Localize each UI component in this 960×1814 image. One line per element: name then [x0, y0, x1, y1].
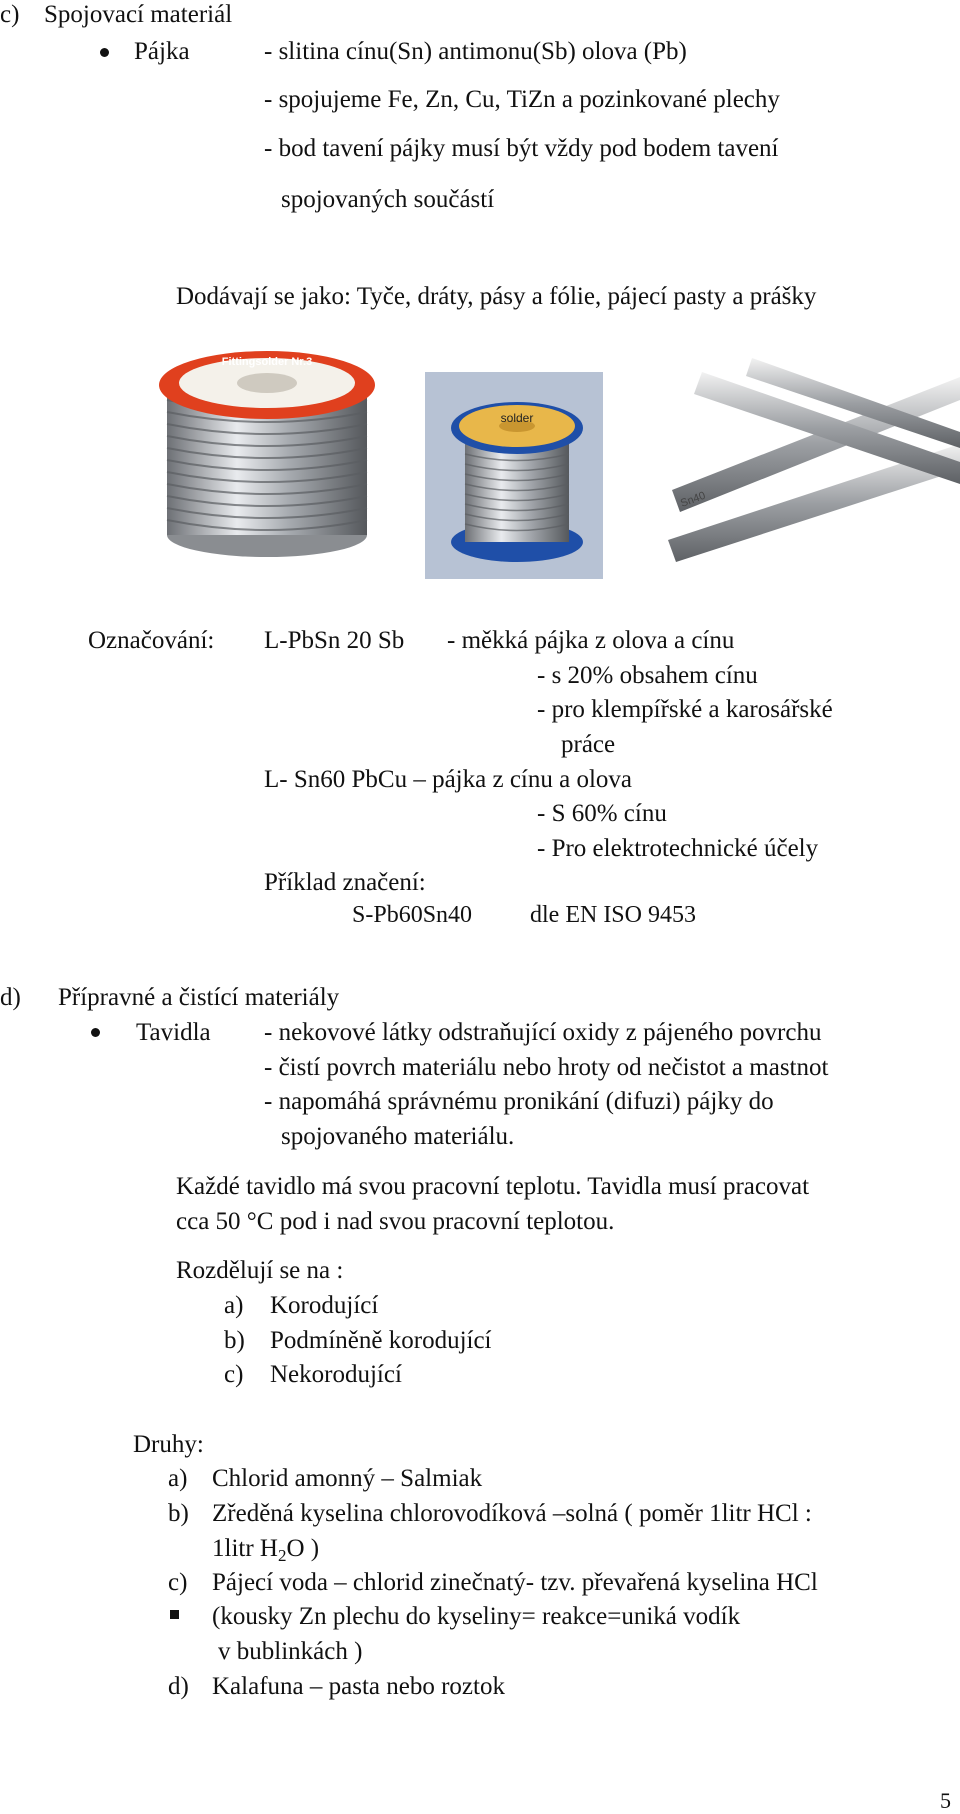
list-item: Kalafuna – pasta nebo roztok: [212, 1673, 505, 1700]
types-title: Druhy:: [133, 1431, 204, 1458]
tavidla-line: - napomáhá správnému pronikání (difuzi) pájky do: [264, 1088, 774, 1115]
section-d-title: Přípravné a čistící materiály: [58, 984, 340, 1011]
list-marker: b): [224, 1327, 245, 1354]
pajka-line: - spojujeme Fe, Zn, Cu, TiZn a pozinkované plechy: [264, 86, 780, 113]
tavidla-line: - nekovové látky odstraňující oxidy z pájeného povrchu: [264, 1019, 822, 1046]
list-item: (kousky Zn plechu do kyseliny= reakce=uniká vodík: [212, 1603, 741, 1630]
list-marker: c): [168, 1569, 188, 1596]
marking-sub: - pro klempířské a karosářské: [537, 696, 833, 723]
temperature-text: cca 50 °C pod i nad svou pracovní teplotou.: [176, 1208, 615, 1235]
list-marker: b): [168, 1500, 189, 1527]
solder-rods-photo: [662, 352, 960, 577]
marking-code: L- Sn60 PbCu – pájka z cínu a olova: [264, 766, 632, 793]
list-marker: a): [168, 1465, 188, 1492]
spool-label-text: Fittingsolder Nr.3: [221, 356, 313, 368]
list-item-continuation: 1litr $H_2O$ ): [212, 1535, 320, 1565]
list-item: Chlorid amonný – Salmiak: [212, 1465, 483, 1492]
list-marker: d): [168, 1673, 189, 1700]
example-code: S-Pb60Sn40: [352, 902, 473, 928]
pajka-line: spojovaných součástí: [281, 186, 495, 213]
marking-sub: - S 60% cínu: [537, 800, 667, 827]
list-item: Korodující: [270, 1292, 379, 1319]
marking-sub: - s 20% obsahem cínu: [537, 662, 758, 689]
pajka-label: Pájka: [134, 38, 190, 65]
marking-code: L-PbSn 20 Sb: [264, 627, 405, 654]
tavidla-line: spojovaného materiálu.: [281, 1123, 515, 1150]
list-item: Pájecí voda – chlorid zinečnatý- tzv. převařená kyselina HCl: [212, 1569, 818, 1596]
section-c-title: Spojovací materiál: [44, 1, 233, 28]
square-bullet: [170, 1610, 179, 1619]
example-label: Příklad značení:: [264, 869, 426, 896]
rod-stamp-text: Sn40: [678, 489, 708, 510]
bullet: [91, 1028, 100, 1037]
marking-sub: - Pro elektrotechnické účely: [537, 835, 819, 862]
pajka-line: - slitina cínu(Sn) antimonu(Sb) olova (Pb): [264, 38, 687, 65]
page-number: 5: [940, 1788, 951, 1813]
marking-desc: - měkká pájka z olova a cínu: [447, 627, 735, 654]
supply-forms: Dodávají se jako: Tyče, dráty, pásy a fólie, pájecí pasty a prášky: [176, 283, 817, 310]
list-marker: a): [224, 1292, 244, 1319]
marking-label: Označování:: [88, 627, 215, 654]
section-d-marker: d): [0, 984, 21, 1011]
pajka-line: - bod tavení pájky musí být vždy pod bodem tavení: [264, 135, 779, 162]
list-item: Podmíněně korodující: [270, 1327, 492, 1354]
solder-spool-small-photo: [425, 372, 603, 579]
list-item: Nekorodující: [270, 1361, 402, 1388]
marking-sub: práce: [561, 731, 616, 758]
list-item-continuation: v bublinkách ): [218, 1638, 363, 1665]
example-norm: dle EN ISO 9453: [530, 902, 696, 928]
bullet: [100, 48, 109, 57]
solder-spool-large-photo: [155, 345, 380, 560]
tavidla-label: Tavidla: [136, 1019, 211, 1046]
list-item: Zředěná kyselina chlorovodíková –solná ( poměr 1litr HCl :: [212, 1500, 812, 1527]
division-title: Rozdělují se na :: [176, 1257, 344, 1284]
spool-label-text: solder: [500, 411, 534, 425]
tavidla-line: - čistí povrch materiálu nebo hroty od nečistot a mastnot: [264, 1054, 829, 1081]
list-marker: c): [224, 1361, 244, 1388]
section-c-marker: c): [0, 1, 20, 28]
temperature-text: Každé tavidlo má svou pracovní teplotu. Tavidla musí pracovat: [176, 1173, 810, 1200]
